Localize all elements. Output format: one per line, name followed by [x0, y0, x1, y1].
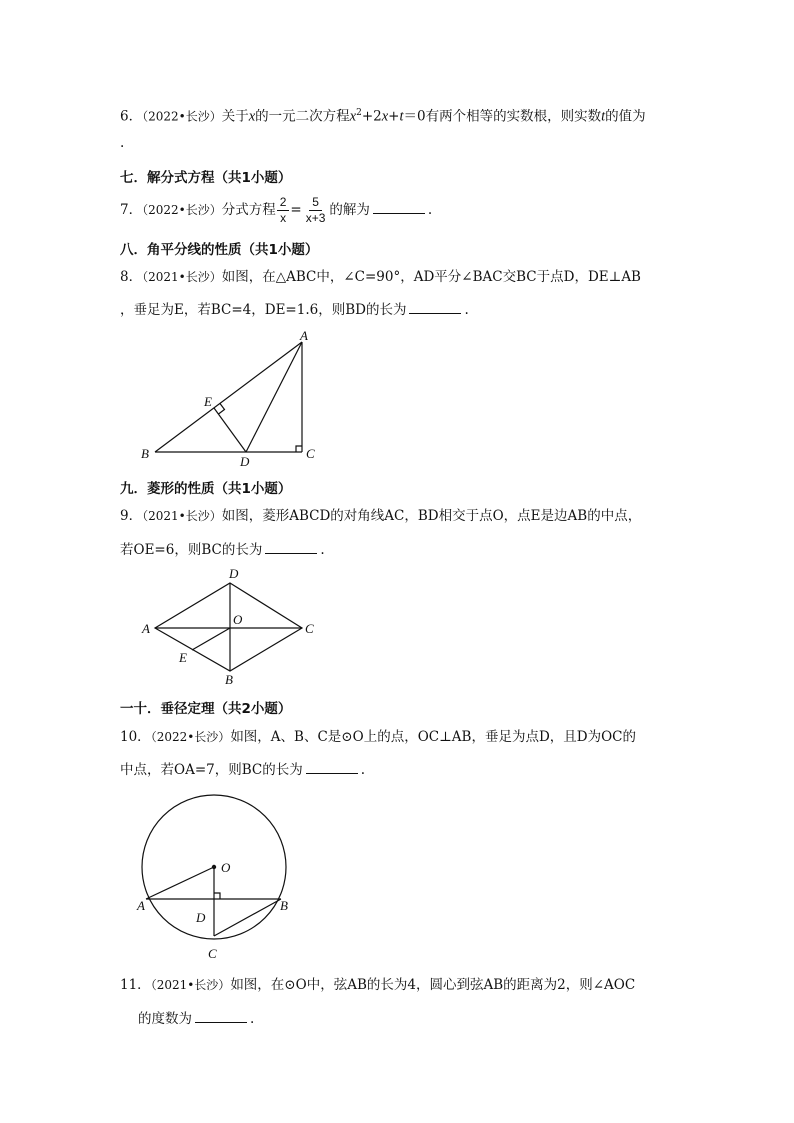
question-text: 如图，菱形ABCD的对角线AC，BD相交于点O，点E是边AB的中点， — [221, 508, 642, 524]
point-label-b: B — [141, 446, 149, 461]
equation-term: +2 — [361, 108, 382, 125]
question-number: 9． — [120, 508, 143, 524]
point-label-a: A — [137, 898, 145, 913]
point-label-b: B — [280, 898, 288, 913]
question-text: . — [120, 135, 125, 151]
point-label-o: O — [221, 860, 231, 875]
question-source: （2021•长沙） — [142, 270, 222, 284]
point-label-c: C — [305, 621, 314, 636]
question-number: 7． — [120, 202, 143, 218]
center-dot — [212, 865, 216, 869]
question-text: ，垂足为E，若BC=4，DE=1.6，则BD的长为 — [120, 302, 407, 318]
point-label-e: E — [179, 650, 187, 665]
fraction-denominator: x — [280, 211, 287, 225]
variable: x — [248, 108, 256, 125]
question-source: （2022•长沙） — [142, 203, 222, 217]
point-label-c: C — [306, 446, 315, 461]
section-heading-7: 七．解分式方程（共1小题） — [120, 170, 292, 186]
question-number: 10． — [120, 729, 151, 745]
period: . — [464, 302, 469, 318]
question-text: 的解为 — [329, 202, 370, 218]
point-label-c: C — [208, 946, 217, 961]
point-label-d: D — [240, 454, 250, 469]
point-label-o: O — [233, 612, 243, 627]
equation-exponent: 2 — [356, 108, 362, 118]
equation-term: x — [381, 108, 389, 125]
question-number: 6． — [120, 108, 143, 125]
period: . — [250, 1011, 255, 1027]
question-text: 关于 — [221, 108, 249, 125]
section-heading-10: 一十．垂径定理（共2小题） — [120, 701, 292, 717]
question-text: 的度数为 — [138, 1011, 192, 1027]
equation-term: x — [349, 108, 357, 125]
point-label-d: D — [196, 910, 206, 925]
question-11-line-1 — [120, 976, 635, 994]
fraction-denominator: x+3 — [305, 211, 326, 225]
question-text: 分式方程 — [221, 202, 276, 218]
answer-blank[interactable] — [195, 1009, 247, 1023]
question-number: 8． — [120, 269, 143, 285]
question-source: （2022•长沙） — [142, 109, 222, 124]
question-text: 中点，若OA=7，则BC的长为 — [120, 762, 303, 778]
point-label-a: A — [300, 328, 308, 343]
equals-sign: = — [290, 202, 302, 218]
question-text: 有两个相等的实数根，则实数 — [425, 108, 602, 125]
point-label-e: E — [204, 394, 212, 409]
section-heading-9: 九．菱形的性质（共1小题） — [120, 481, 292, 497]
variable: t — [601, 108, 606, 125]
point-label-a: A — [142, 621, 150, 636]
question-text: 的值为 — [605, 108, 646, 125]
question-text: 如图，A、B、C是⊙O上的点，OC⊥AB，垂足为点D，且D为OC的 — [230, 729, 636, 745]
right-angle-mark-d — [214, 893, 220, 899]
point-label-d: D — [229, 566, 239, 581]
question-source: （2022•长沙） — [150, 730, 231, 744]
question-source: （2021•长沙） — [142, 509, 222, 523]
fraction-numerator: 2 — [277, 195, 290, 211]
question-11-line-2 — [138, 1009, 254, 1028]
segment-oa — [146, 867, 214, 899]
question-text: 如图，在⊙O中，弦AB的长为4，圆心到弦AB的距离为2，则∠AOC — [230, 977, 636, 993]
question-number: 11． — [120, 977, 151, 993]
question-text: 如图，在△ABC中，∠C=90°，AD平分∠BAC交BC于点D，DE⊥AB — [221, 269, 641, 285]
period: . — [360, 762, 366, 778]
fraction-numerator: 5 — [309, 195, 322, 211]
period: . — [427, 202, 433, 218]
question-source: （2021•长沙） — [150, 978, 231, 992]
question-text: 的一元二次方程 — [255, 108, 350, 125]
equation-term: ＝0 — [403, 108, 426, 125]
point-label-b: B — [225, 672, 233, 687]
question-text: 若OE=6，则BC的长为 — [120, 542, 263, 558]
period: . — [320, 542, 325, 558]
section-heading-8: 八．角平分线的性质（共1小题） — [120, 242, 319, 258]
equation-term: t — [399, 108, 404, 125]
equation-term: + — [388, 108, 400, 125]
